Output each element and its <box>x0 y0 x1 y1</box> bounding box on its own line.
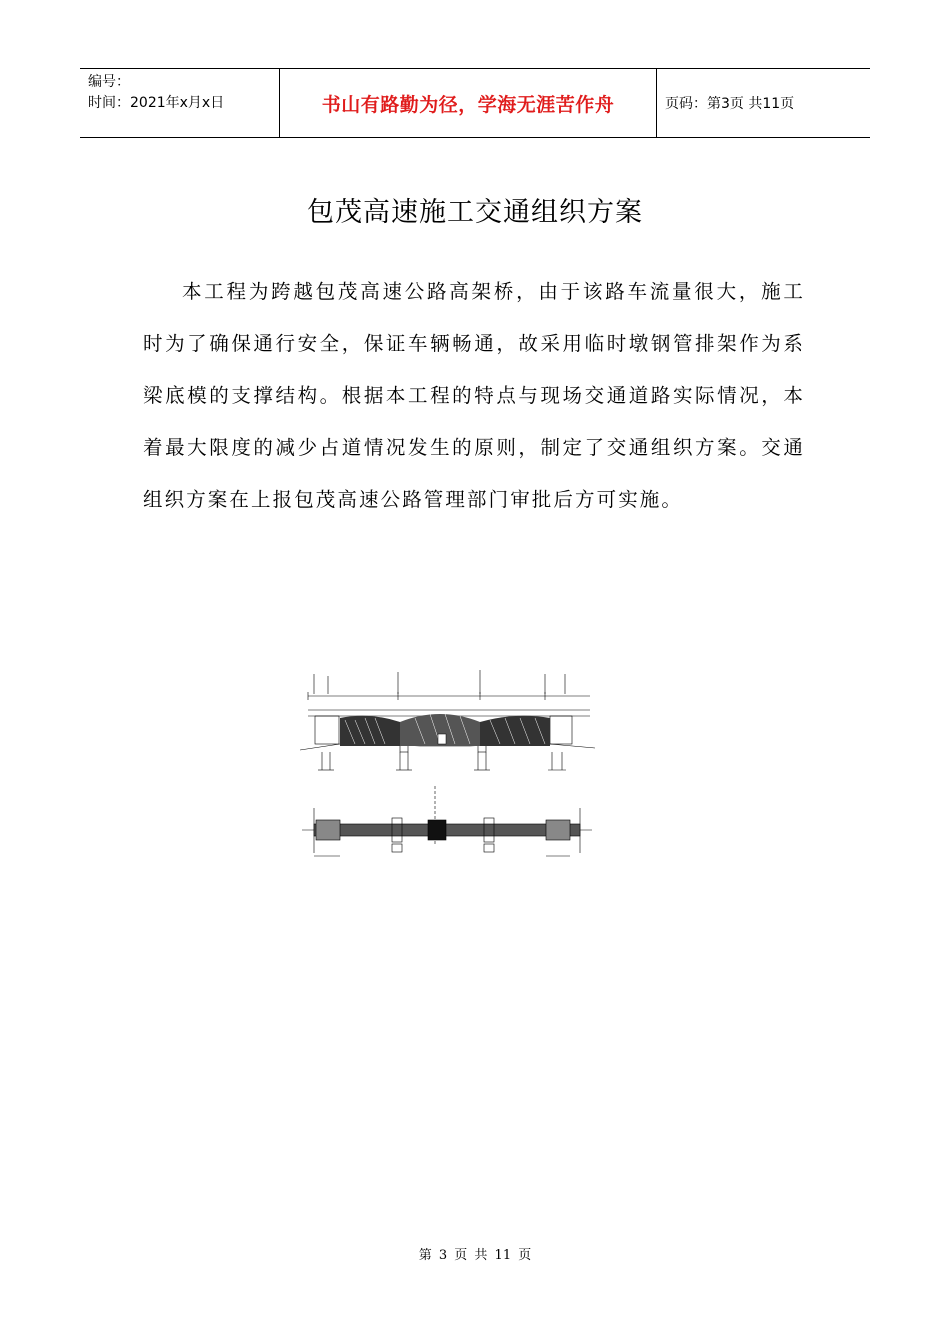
header-page-info: 页码：第3页 共11页 <box>665 96 795 112</box>
header-table <box>80 68 870 138</box>
header-meta-cell <box>80 69 280 137</box>
bridge-engineering-drawing <box>300 668 595 878</box>
document-number-label: 编号： <box>88 74 130 90</box>
document-title: 包茂高速施工交通组织方案 <box>307 197 643 228</box>
body-paragraph: 本工程为跨越包茂高速公路高架桥，由于该路车流量很大，施工时为了确保通行安全，保证车辆畅通，故采用临时墩钢管排架作为系梁底模的支撑结构。根据本工程的特点与现场交通道路实际情况，本着最大限度的减少占道情况发生的原则，制定了交通组织方案。交通组织方案在上报包茂高速公路管理部门审批后方可实施。 <box>143 280 805 511</box>
page-footer: 第 3 页 共 11 页 <box>418 1248 532 1263</box>
arch-truss <box>340 714 550 746</box>
bridge-plan-view <box>302 786 592 856</box>
document-time-label: 时间：2021年x月x日 <box>88 95 225 111</box>
header-motto: 书山有路勤为径，学海无涯苦作舟 <box>280 69 657 137</box>
